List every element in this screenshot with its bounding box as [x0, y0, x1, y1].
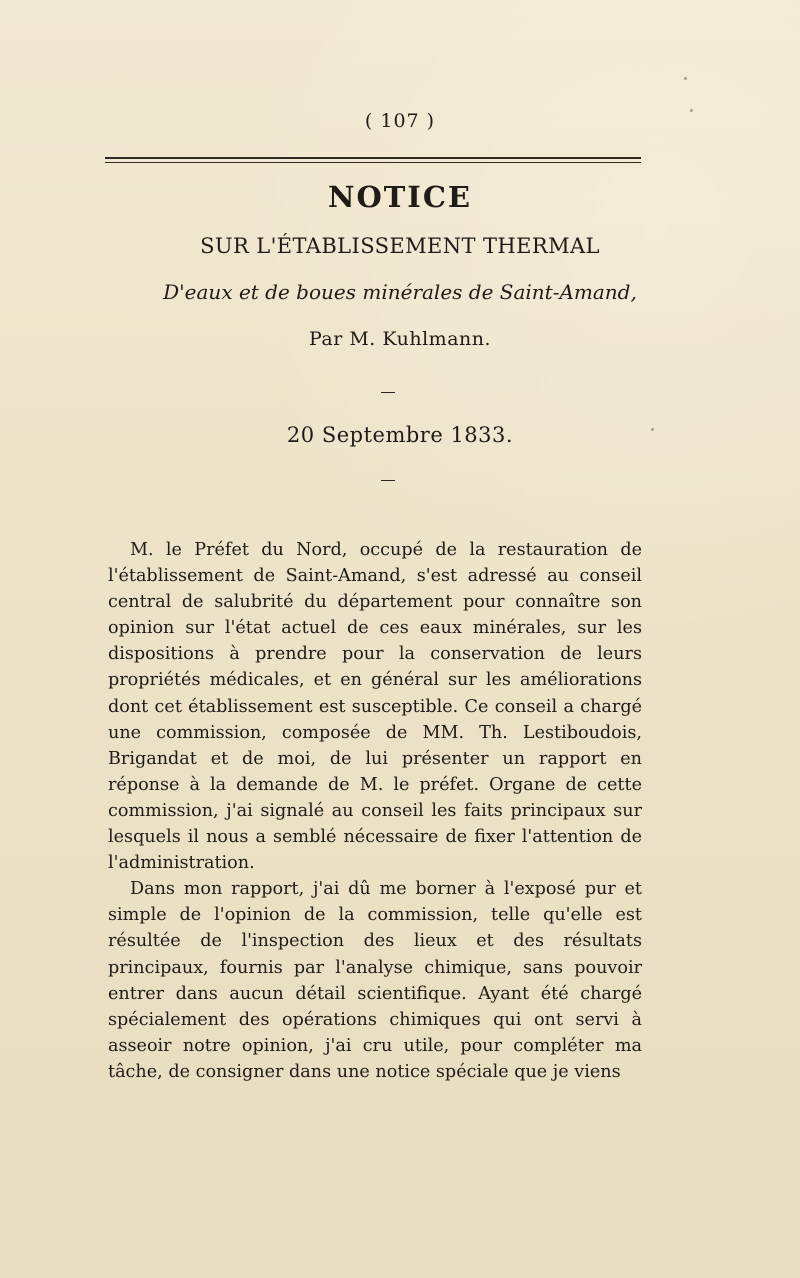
body-text — [108, 537, 642, 1085]
paragraph: Dans mon rapport, j'ai dû me borner à l'exposé pur et simple de l'opinion de la commission, telle qu'elle est résultée de l'inspection des lieux et des résultats principaux, fournis par l'analyse chimique, sans pouvoir entrer dans aucun détail scientifique. Ayant été chargé spécialement des opérations chimiques qui ont servi à asseoir notre opinion, j'ai cru utile, pour compléter ma tâche, de consigner dans une notice spéciale que je viens — [108, 879, 642, 1082]
paragraph: M. le Préfet du Nord, occupé de la restauration de l'établissement de Saint-Amand, s'est adressé au conseil central de salubrité du département pour connaître son opinion sur l'état actuel de ces eaux minérales, sur les dispositions à prendre pour la conservation de leurs propriétés médicales, et en général sur les améliorations dont cet établissement est susceptible. Ce conseil a chargé une commission, composée de MM. Th. Lestiboudois, Brigandat et de moi, de lui présenter un rapport en réponse à la demande de M. le préfet. Organe de cette commission, j'ai signalé au conseil les faits principaux sur lesquels il nous a semblé nécessaire de fixer l'attention de l'administration. — [108, 540, 642, 874]
separator-rule — [381, 392, 395, 393]
paper-speck — [684, 77, 687, 80]
author-line: Par M. Kuhlmann. — [308, 328, 492, 350]
notice-subtitle: SUR L'ÉTABLISSEMENT THERMAL — [200, 234, 600, 258]
notice-date: 20 Septembre 1833. — [286, 423, 514, 447]
double-rule — [105, 157, 641, 163]
notice-italic-subtitle: D'eaux et de boues minérales de Saint-Amand, — [163, 280, 637, 304]
page-number: ( 107 ) — [364, 110, 436, 132]
separator-rule — [381, 480, 395, 481]
notice-title: NOTICE — [327, 180, 473, 214]
